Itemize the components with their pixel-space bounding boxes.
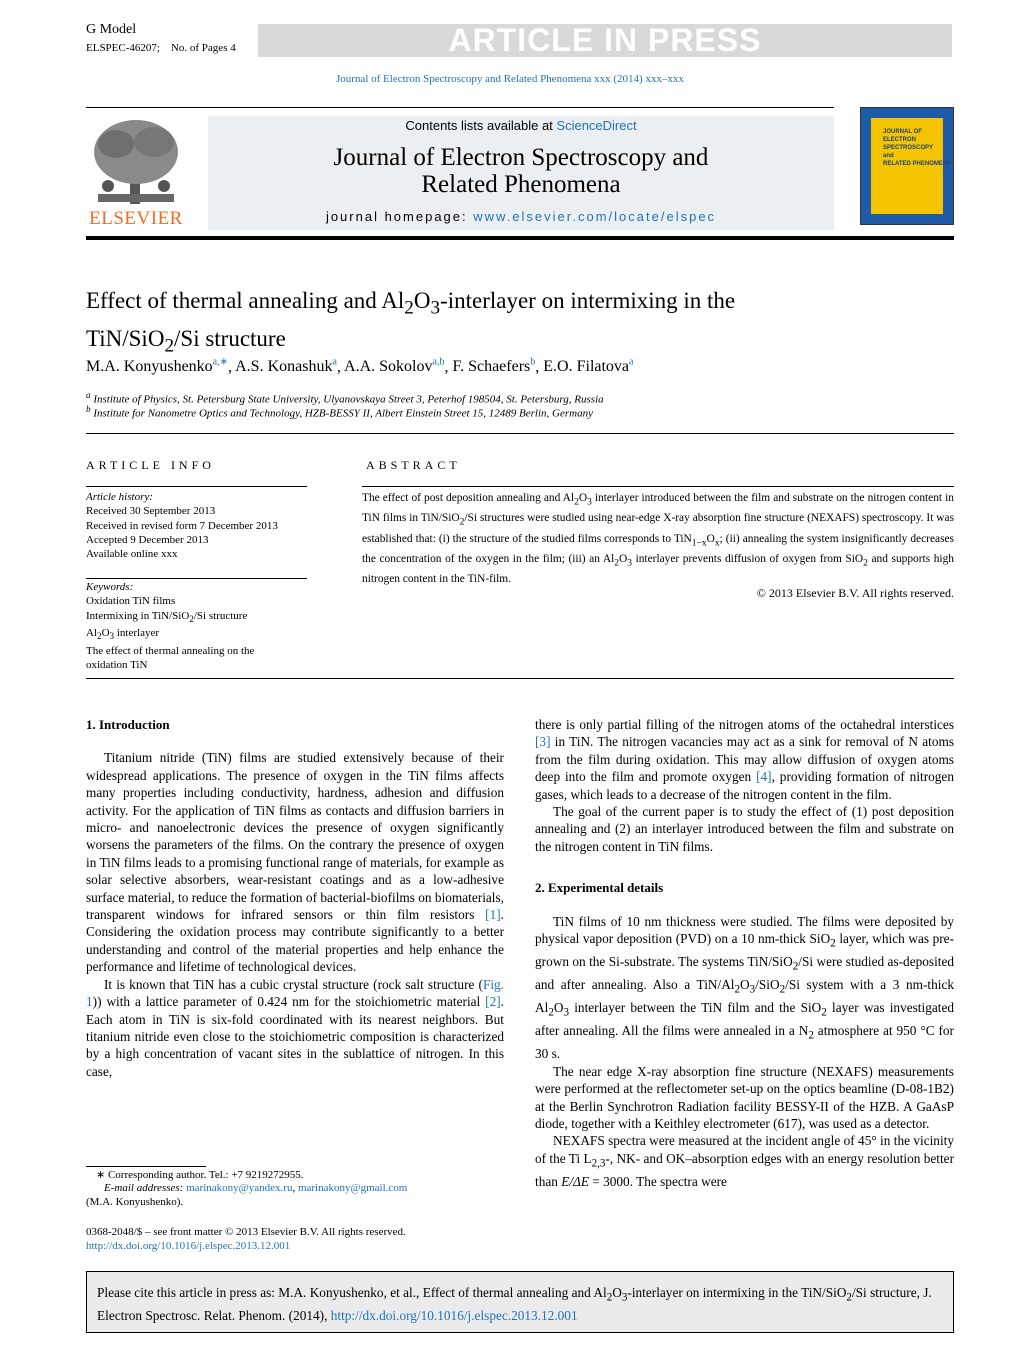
accepted-date: Accepted 9 December 2013 [86, 533, 209, 546]
abstract-copyright: © 2013 Elsevier B.V. All rights reserved. [756, 586, 954, 600]
cite-sub: 2 [606, 1291, 613, 1304]
cover-line: ELECTRON [883, 137, 916, 143]
elsevier-logo [86, 114, 186, 230]
paragraph-text: /Si system with a 3 nm-thick Al [535, 977, 954, 1016]
title-part: /Si structure [174, 325, 286, 351]
author-name: A.S. Konashuk [235, 358, 333, 376]
abstract-part: ; (ii) annealing the system insignificantly decreases the concentration of the oxygen in the film; (iii) an Al [362, 532, 954, 565]
revised-date: Received in revised form 7 December 2013 [86, 519, 278, 532]
title-sub: 3 [430, 297, 441, 319]
paragraph [535, 1063, 954, 1133]
paragraph-text: /SiO [755, 977, 780, 993]
cite-text: /Si structure, J. Electron Spectrosc. Relat. Phenom. (2014), [97, 1285, 932, 1323]
formula-sub: 2 [792, 960, 799, 973]
cite-text: O [612, 1285, 622, 1300]
title-part: Effect of thermal annealing and Al [86, 288, 405, 313]
paragraph-text: = 3000. The spectra were [588, 1173, 727, 1189]
journal-cover-thumbnail [860, 107, 954, 225]
formula-sub: 3 [563, 1006, 570, 1019]
reference-link[interactable]: [2] [485, 994, 501, 1010]
email-link[interactable]: marinakony@gmail.com [297, 1182, 408, 1194]
banner-text: ARTICLE IN PRESS [448, 22, 762, 58]
email-link[interactable]: marinakony@yandex.ru [186, 1182, 293, 1194]
formula-sub: 2 [808, 1029, 814, 1042]
formula-sub: 2,3 [591, 1157, 606, 1170]
abstract-sub: 3 [627, 558, 632, 569]
formula-sub: 2 [821, 1006, 827, 1019]
abstract-part: The effect of post deposition annealing and Al [362, 492, 575, 504]
affiliation-marker: b [86, 404, 91, 414]
contents-line [208, 118, 834, 133]
footnote-rule [86, 1166, 206, 1167]
author-list: M.A. Konyushenko$^{a,∗}$, A.S. Konashuk$^a$, A.A. Sokolov$^{a,b}$, F. Schaefers$^b$, E.O. Filatova$^a$ [86, 357, 634, 376]
author-affiliation-link[interactable]: a,b [432, 357, 445, 368]
keyword: oxidation TiN [86, 658, 148, 671]
figure-link[interactable]: Fig. 1 [86, 976, 504, 1010]
received-date: Received 30 September 2013 [86, 505, 216, 518]
abstract-rule [362, 486, 954, 487]
paragraph-text: The near edge X-ray absorption fine structure (NEXAFS) measurements were performed at the reflectometer set-up on the optics beamline (D-08-1B2) at the Berlin Synchrotron Radiation facility BESSY-II of the HZB. A GaAsP diode, together with a Keithley electrometer (617), was used as a detector. [535, 1063, 954, 1131]
keyword-sub: 2 [189, 613, 194, 624]
title-sub: 2 [164, 335, 175, 357]
author [235, 358, 337, 375]
author-affiliation-link[interactable]: a [332, 357, 337, 368]
paragraph-text: NEXAFS spectra were measured at the incident angle of 45° in the vicinity of the Ti L [535, 1133, 954, 1166]
keyword-part: Al [86, 627, 97, 640]
cover-line: and [883, 153, 894, 159]
keyword-sub: 2 [97, 631, 102, 642]
g-model-label: G Model [86, 22, 137, 37]
paragraph-text: interlayer between the TiN film and the SiO [569, 1000, 822, 1016]
sciencedirect-link[interactable]: ScienceDirect [556, 118, 637, 133]
section-heading-experimental: 2. Experimental details [535, 880, 664, 896]
paragraph-text: . Each atom in TiN is six-fold coordinated with its nearest neighbors. But titanium nitride even close to the stoichiometric composition is characterized by a high concentration of vacant sites in the sublattice of nitrogen. In this case, [86, 994, 504, 1079]
journal-title-line2: Related Phenomena [421, 171, 621, 198]
top-rule [86, 107, 834, 108]
paragraph [535, 1132, 954, 1190]
cover-line: JOURNAL OF [883, 129, 922, 135]
abstract-sub: 1−x [691, 537, 707, 548]
affiliation-marker: a [86, 390, 91, 400]
author [543, 358, 633, 375]
history-label: Article history: [86, 491, 153, 503]
section-heading-introduction: 1. Introduction [86, 717, 170, 732]
paragraph-text: , providing formation of nitrogen gases, which leads to a decrease of the nitrogen content in the film. [535, 769, 954, 802]
formula-italic: E/ΔE [561, 1173, 589, 1189]
publisher-wordmark: ELSEVIER [89, 208, 183, 229]
keyword [86, 609, 316, 626]
paragraph-text: /Si were studied as-deposited and after annealing. Also a TiN/Al [535, 954, 955, 993]
reference-link[interactable]: [3] [535, 734, 551, 750]
body-right-column [535, 716, 954, 1190]
abstract-sub: 2 [459, 517, 465, 528]
paragraph-text: The goal of the current paper is to study the effect of (1) post deposition annealing and (2) an interlayer introduced between the film and substrate on the nitrogen content in TiN films. [535, 804, 954, 854]
abstract-sub: x [714, 537, 720, 548]
author-affiliation-link[interactable]: b [530, 357, 536, 368]
paragraph-text: there is only partial filling of the nitrogen atoms of the octahedral interstices [535, 717, 954, 732]
author-name: F. Schaefers [452, 358, 531, 376]
article-info-rule [86, 486, 307, 487]
cover-line: SPECTROSCOPY [883, 145, 934, 151]
title-part: -interlayer on intermixing in the [440, 288, 736, 313]
keyword-part: interlayer [114, 627, 160, 640]
paragraph-text: Titanium nitride (TiN) films are studied extensively because of their widespread applications. The presence of oxygen in the TiN films affects many properties including conductivity, hardness, adhesion and diffusion activity. For the application of TiN films as contacts and diffusion barriers in micro- and nanoelectronic devices the presence of oxygen significantly worsens the parameters of the films. On the contrary the presence of oxygen in TiN films leads to a promising functional range of materials, for example as solar selective absorbers, wear-resistant coatings and as a low-adhesive surface material, to reduce the formation of bacterial-biofilms on biomaterials, transparent windows for infrared sensors or thin film resistors [86, 750, 504, 923]
formula-sub: 3 [749, 983, 756, 996]
abstract-heading: ABSTRACT [366, 458, 461, 472]
author [452, 358, 535, 375]
cover-line: RELATED PHENOMENA [883, 161, 952, 167]
keyword: The effect of thermal annealing on the [86, 644, 255, 657]
email-note [104, 1182, 407, 1194]
keyword-part: /Si structure [193, 609, 248, 622]
paragraph-text: It is known that TiN has a cubic crystal structure (rock salt structure ( [104, 976, 483, 992]
paragraph [535, 716, 954, 803]
online-date: Available online xxx [86, 548, 178, 561]
paragraph-text: in TiN. The nitrogen vacancies may act as a sink for removal of N atoms from the film during oxidation. This may allow diffusion of oxygen atoms deep into the film and promote oxygen [535, 734, 954, 785]
article-in-press-banner [258, 24, 952, 57]
corresponding-author-note: ∗ Corresponding author. Tel.: +7 9219272955. [96, 1169, 304, 1181]
paragraph-text: O [740, 977, 750, 993]
paragraph [535, 913, 954, 1063]
abstract-part: and supports high nitrogen content in the TiN-film. [362, 552, 954, 586]
cite-text: Please cite this article in press as: M.A. Konyushenko, et al., Effect of thermal annealing and Al [97, 1285, 607, 1300]
paragraph-text: layer was investigated after annealing. All the films were annealed in a N [535, 1000, 954, 1039]
article-history [86, 490, 316, 561]
abstract-part: O [706, 532, 715, 545]
article-code: ELSPEC-46207; No. of Pages 4 [86, 42, 236, 54]
keyword: Oxidation TiN films [86, 595, 176, 608]
title-part: O [413, 288, 431, 313]
abstract-sub: 2 [863, 558, 868, 569]
doi-link[interactable]: http://dx.doi.org/10.1016/j.elspec.2013.12.001 [86, 1240, 291, 1252]
keywords [86, 580, 316, 672]
journal-reference[interactable]: Journal of Electron Spectroscopy and Related Phenomena xxx (2014) xxx–xxx [336, 73, 684, 85]
abstract-sub: 3 [587, 497, 592, 508]
author-name: E.O. Filatova [543, 358, 630, 376]
paragraph-text: )) with a lattice parameter of 0.424 nm for the stoichiometric material [92, 994, 486, 1010]
author [86, 358, 228, 375]
paragraph-text: layer, which was pre-grown on the Si-substrate. The systems TiN/SiO [535, 931, 954, 970]
journal-homepage [208, 209, 834, 224]
author-affiliation-link[interactable]: a,∗ [212, 357, 228, 368]
email-owner: (M.A. Konyushenko). [86, 1196, 184, 1208]
header-rule [86, 433, 954, 434]
affiliation-text: Institute of Physics, St. Petersburg State University, Ulyanovskaya Street 3, Peterhof 198504, St. Petersburg, Russia [93, 393, 604, 406]
paragraph [535, 803, 954, 855]
paragraph-text: TiN films of 10 nm thickness were studied. The films were deposited by physical vapor deposition (PVD) on a 10 nm-thick SiO [535, 913, 954, 947]
formula-sub: 2 [830, 937, 836, 950]
cite-sub: 3 [621, 1291, 628, 1304]
keyword-part: O [101, 627, 110, 640]
cite-sub: 2 [846, 1291, 852, 1304]
cite-text: -interlayer on intermixing in the TiN/SiO [627, 1285, 847, 1300]
issn-line: 0368-2048/$ – see front matter © 2013 Elsevier B.V. All rights reserved. [86, 1226, 406, 1238]
paragraph-text: O [553, 1000, 564, 1016]
abstract-part: interlayer introduced between the film and substrate on the nitrogen content in TiN films in TiN/SiO [362, 492, 954, 525]
formula-sub: 2 [548, 1006, 554, 1019]
abstract-sub: 2 [614, 558, 619, 569]
abstract-text [362, 490, 954, 587]
abstract-part: interlayer prevents diffusion of oxygen from SiO [631, 552, 864, 565]
paragraph [86, 749, 504, 975]
title-sub: 2 [404, 297, 414, 319]
affiliation-b [86, 404, 593, 420]
article-title [86, 286, 954, 361]
keywords-rule [86, 578, 307, 579]
abstract-sub: 2 [574, 497, 579, 508]
citation-box [86, 1271, 954, 1333]
email-separator: , [292, 1182, 298, 1194]
abstract-part: /Si structures were studied using near-edge X-ray absorption fine structure (NEXAFS) spectroscopy. It was established that: (i) the structure of the studied films corresponds to TiN [362, 512, 955, 545]
title-part: TiN/SiO [86, 325, 165, 351]
keyword-sub: 3 [109, 631, 115, 642]
formula-sub: 2 [779, 983, 786, 996]
abstract-part: O [619, 552, 628, 565]
paragraph-text: atmosphere at 950 °C for 30 s. [535, 1023, 954, 1062]
homepage-prefix: journal homepage: [325, 209, 474, 224]
cite-doi-link[interactable]: http://dx.doi.org/10.1016/j.elspec.2013.12.001 [330, 1307, 578, 1323]
email-label: E-mail addresses: [104, 1182, 187, 1194]
author-name: A.A. Sokolov [344, 358, 433, 376]
article-info-heading: ARTICLE INFO [86, 458, 215, 472]
paragraph-text: . Considering the oxidation process may contribute significantly to a better understanding and control of the material properties and help enhance the performance and lifetime of technological devices. [86, 907, 504, 975]
abstract-part: O [578, 492, 588, 504]
author [344, 358, 444, 375]
masthead-rule [86, 236, 954, 240]
homepage-link[interactable]: www.elsevier.com/locate/elspec [473, 209, 717, 224]
author-affiliation-link[interactable]: a [629, 357, 634, 368]
affiliation-text: Institute for Nanometre Optics and Technology, HZB-BESSY II, Albert Einstein Street 15, 12489 Berlin, Germany [93, 407, 593, 420]
journal-title [208, 144, 834, 198]
paragraph [86, 976, 504, 1080]
keywords-label: Keywords: [86, 581, 134, 593]
reference-link[interactable]: [4] [756, 769, 772, 785]
formula-sub: 2 [734, 983, 741, 996]
contents-prefix: Contents lists available at [405, 118, 557, 133]
keyword-part: Intermixing in TiN/SiO [86, 609, 190, 622]
paragraph-text: -, NK- and OK–absorption edges with an energy resolution better than [535, 1150, 954, 1189]
reference-link[interactable]: [1] [485, 907, 501, 923]
keyword [86, 626, 316, 643]
info-rule [86, 678, 954, 679]
author-name: M.A. Konyushenko [86, 358, 213, 376]
journal-title-line1: Journal of Electron Spectroscopy and [333, 144, 709, 171]
body-left-column [86, 716, 504, 1080]
